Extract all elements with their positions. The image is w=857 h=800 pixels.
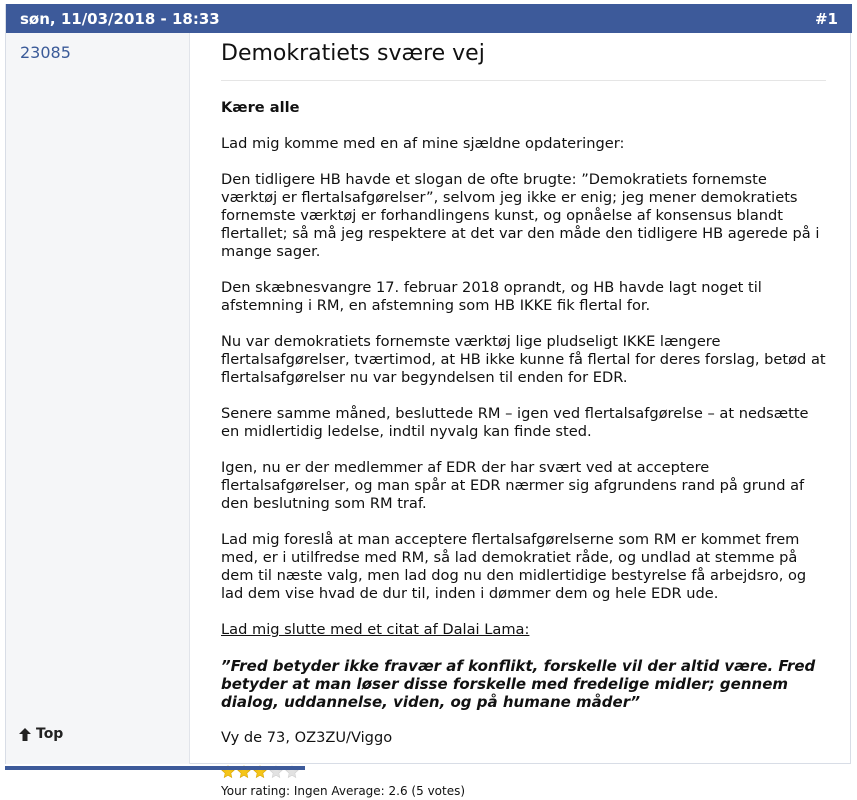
paragraph: Igen, nu er der medlemmer af EDR der har svært ved at acceptere flertalsafgørelser, og man spår at EDR nærmer sig afgrundens rand på grund af den beslutning som RM traf. bbox=[221, 459, 805, 512]
dalai-lama-quote: ”Fred betyder ikke fravær af konflikt, forskelle vil der altid være. Fred betyder at man løser disse forskelle med fredelige midler; gennem dialog, uddannelse, viden, og på humane måder” bbox=[221, 657, 816, 711]
rating-summary: Your rating: Ingen Average: 2.6 (5 votes) bbox=[221, 784, 466, 798]
paragraph: Lad mig foreslå at man acceptere flertalsafgørelserne som RM er kommet frem med, er i utilfredse med RM, så lad demokratiet råde, og undlad at stemme på dem til næste valg, men lad dog nu den midlertidige bestyrelse få arbejdsro, og lad dem vise hvad de dur til, inden i dømmer dem og hele EDR ude. bbox=[221, 531, 807, 602]
paragraph: Lad mig komme med en af mine sjældne opdateringer: bbox=[221, 135, 625, 152]
post-author-sidebar bbox=[6, 33, 190, 764]
post-content bbox=[221, 33, 826, 800]
next-post-header-edge bbox=[5, 766, 305, 770]
paragraph: Den skæbnesvangre 17. februar 2018 oprandt, og HB havde lagt noget til afstemning i RM, en afstemning som HB IKKE fik flertal for. bbox=[221, 279, 762, 314]
post-body bbox=[221, 99, 826, 800]
paragraph: Senere samme måned, besluttede RM – igen ved flertalsafgørelse – at nedsætte en midlertidig ledelse, indtil nyvalg kan finde sted. bbox=[221, 405, 809, 440]
post-date: søn, 11/03/2018 - 18:33 bbox=[20, 9, 220, 28]
author-link[interactable]: 23085 bbox=[20, 43, 71, 62]
post-title: Demokratiets svære vej bbox=[221, 41, 826, 81]
paragraph: Nu var demokratiets fornemste værktøj lige pludseligt IKKE længere flertalsafgørelser, tværtimod, at HB ikke kunne få flertal for deres forslag, betød at flertalsafgørelser nu var begyndelsen til enden for EDR. bbox=[221, 333, 826, 386]
quote-intro: Lad mig slutte med et citat af Dalai Lama: bbox=[221, 621, 530, 638]
back-to-top-label: Top bbox=[36, 726, 64, 742]
paragraph: Den tidligere HB havde et slogan de ofte brugte: ”Demokratiets fornemste værktøj er flertalsafgørelser”, selvom jeg ikke er enig; jeg mener demokratiets fornemste værktøj er forhandlingens kunst, og opnåelse af konsensus blandt flertallet; så må jeg respektere at det var den måde den tidligere HB agerede på i mange sager. bbox=[221, 171, 820, 260]
back-to-top-link[interactable] bbox=[19, 726, 63, 742]
post-header bbox=[6, 4, 852, 33]
arrow-up-icon bbox=[19, 728, 31, 741]
signature: Vy de 73, OZ3ZU/Viggo bbox=[221, 729, 393, 746]
forum-post bbox=[5, 4, 851, 798]
post-number[interactable]: #1 bbox=[814, 9, 838, 28]
greeting: Kære alle bbox=[221, 99, 300, 116]
star-rating[interactable] bbox=[221, 765, 826, 779]
